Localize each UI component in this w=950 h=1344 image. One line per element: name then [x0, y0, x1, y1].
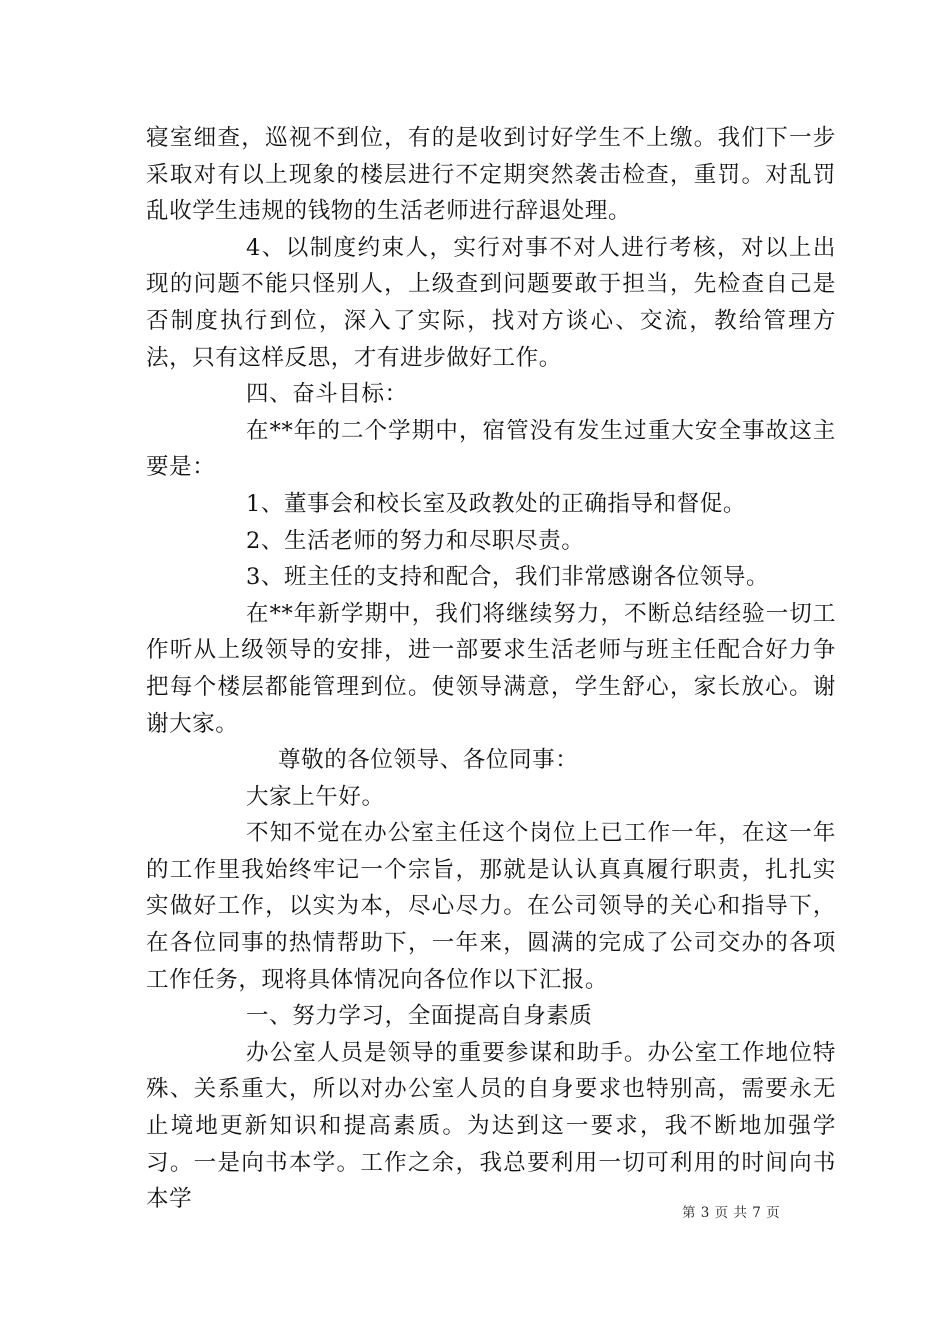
body-text [146, 120, 836, 1218]
list-item: 3、班主任的支持和配合，我们非常感谢各位领导。 [246, 564, 770, 591]
paragraph: 不知不觉在办公室主任这个岗位上已工作一年，在这一年的工作里我始终牢记一个宗旨，那就是认认真真履行职责，扎扎实实做好工作，以实为本，尽心尽力。在公司领导的关心和指导下，在各位同事的热情帮助下，一年来，圆满的完成了公司交办的各项工作任务，现将具体情况向各位作以下汇报。 [146, 820, 836, 993]
paragraph: 办公室人员是领导的重要参谋和助手。办公室工作地位特殊、关系重大，所以对办公室人员的自身要求也特别高，需要永无止境地更新知识和提高素质。为达到这一要求，我不断地加强学习。一是向书本学。工作之余，我总要利用一切可利用的时间向书本学 [146, 1039, 836, 1213]
greeting: 大家上午好。 [246, 783, 385, 810]
list-item: 2、生活老师的努力和尽职尽责。 [246, 527, 585, 554]
greeting-salutation: 尊敬的各位领导、各位同事： [278, 747, 579, 774]
section-heading: 一、努力学习，全面提高自身素质 [246, 1003, 593, 1030]
section-heading: 四、奋斗目标： [246, 381, 408, 408]
paragraph: 在**年的二个学期中，宿管没有发生过重大安全事故这主要是： [146, 417, 836, 481]
paragraph: 4、以制度约束人，实行对事不对人进行考核，对以上出现的问题不能只怪别人，上级查到问题要敢于担当，先检查自己是否制度执行到位，深入了实际，找对方谈心、交流，教给管理方法，只有这样反思，才有进步做好工作。 [146, 234, 836, 371]
paragraph: 在**年新学期中，我们将继续努力，不断总结经验一切工作听从上级领导的安排，进一部要求生活老师与班主任配合好力争把每个楼层都能管理到位。使领导满意，学生舒心，家长放心。谢谢大家。 [146, 600, 836, 737]
page-number-footer: 第 3 页 共 7 页 [682, 1205, 781, 1221]
paragraph: 寝室细查，巡视不到位，有的是收到讨好学生不上缴。我们下一步采取对有以上现象的楼层进行不定期突然袭击检查，重罚。对乱罚乱收学生违规的钱物的生活老师进行辞退处理。 [146, 125, 836, 225]
list-item: 1、董事会和校长室及政教处的正确指导和督促。 [246, 490, 747, 517]
